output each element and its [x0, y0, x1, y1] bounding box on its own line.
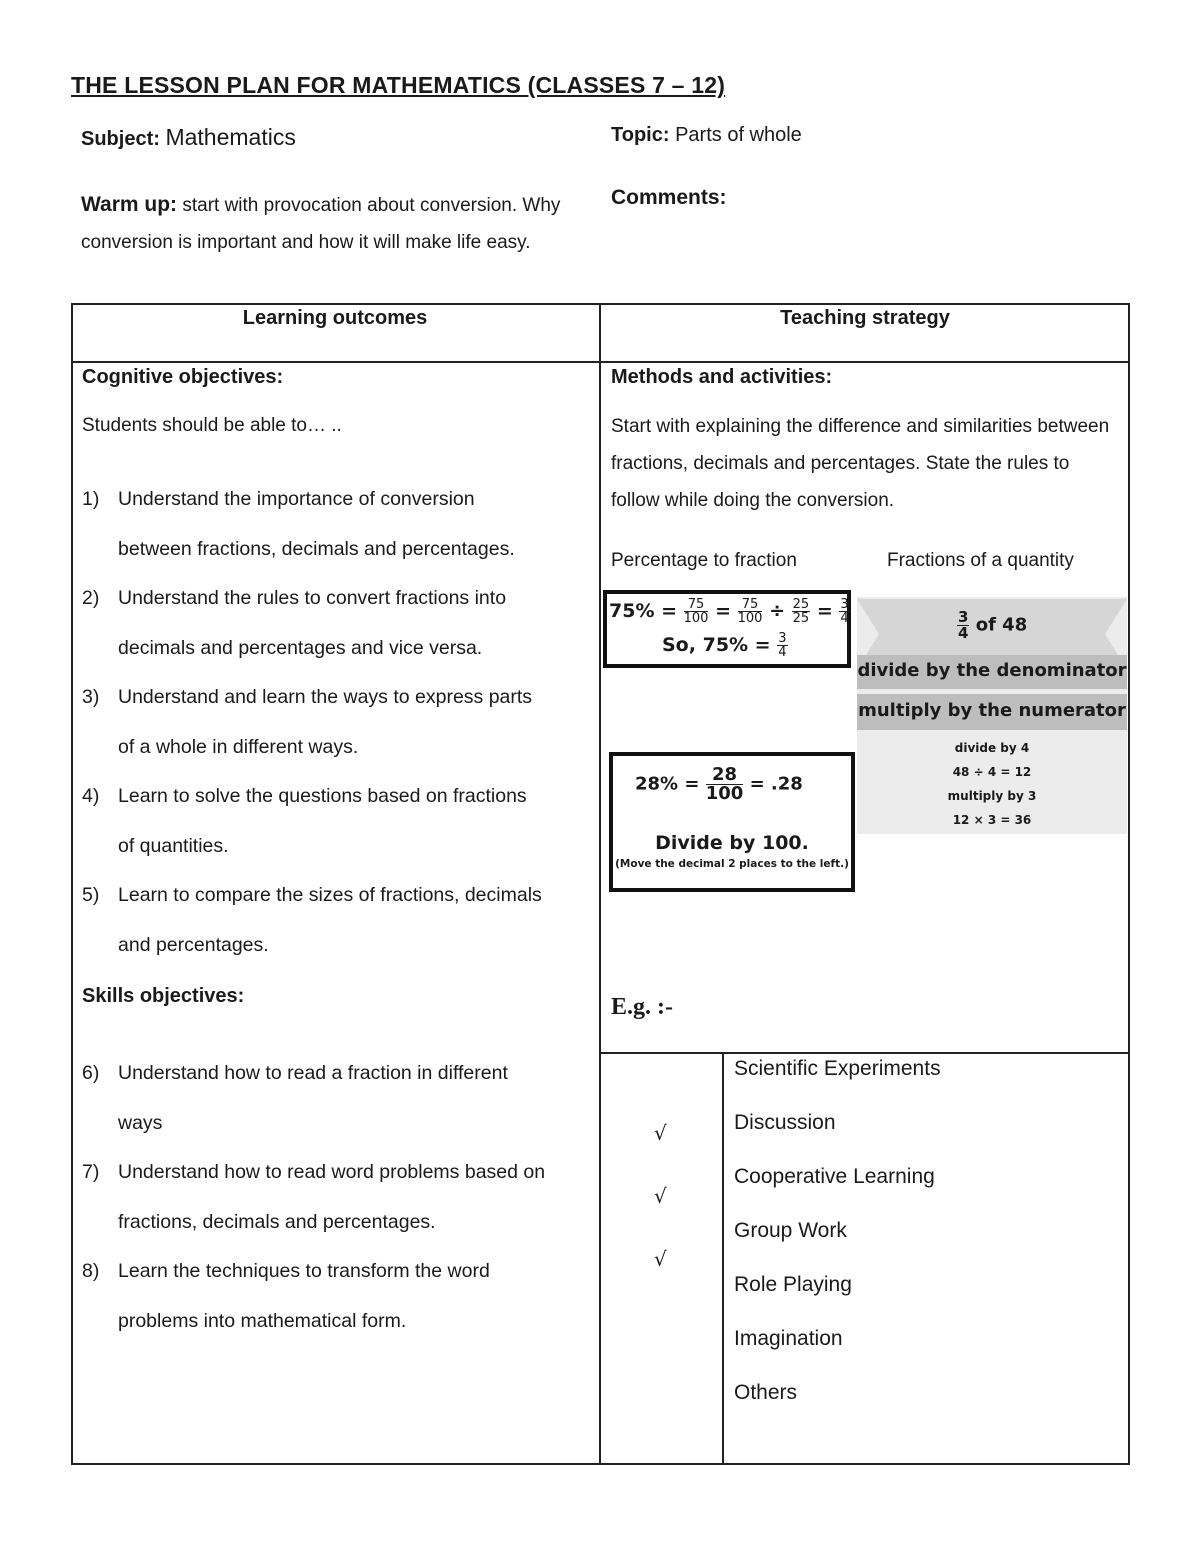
- topic-line: [611, 124, 802, 147]
- check-mark-cooperative-learning: √: [654, 1184, 667, 1208]
- warmup-label: Warm up:: [81, 193, 178, 216]
- method-imagination: Imagination: [734, 1327, 843, 1350]
- cognitive-heading: Cognitive objectives:: [82, 366, 284, 388]
- fraction-of-quantity-example: $\frac{3}{4}$ of 48 divide by the denominator multiply by the numerator divide by 4 48 ÷ 4 = 12 multiply by 3 12 × 3 = 36: [857, 597, 1127, 834]
- methods-box-divider: [722, 1052, 724, 1465]
- subject-line: [81, 124, 296, 151]
- method-discussion: Discussion: [734, 1111, 836, 1134]
- methods-box-top: [599, 1052, 1130, 1054]
- list-item: 2) Understand the rules to convert fractions into decimals and percentages and vice versa.: [82, 587, 507, 659]
- method-role-playing: Role Playing: [734, 1273, 852, 1296]
- comments-label: Comments:: [611, 186, 727, 209]
- percent-to-fraction-example: 75% = $\frac{75}{100}$ = $\frac{75}{100}$ ÷ $\frac{25}{25}$ = $\frac{3}{4}$ So, 75% = $\frac{3}{4}$: [603, 590, 851, 668]
- topic-label: Topic:: [611, 124, 670, 146]
- warmup-text: start with provocation about conversion. Why conversion is important and how it will make life easy.: [81, 195, 561, 253]
- page-title: THE LESSON PLAN FOR MATHEMATICS (CLASSES 7 – 12): [71, 72, 726, 98]
- list-item: 1) Understand the importance of conversion between fractions, decimals and percentages.: [82, 488, 515, 560]
- list-item: 7) Understand how to read word problems based on fractions, decimals and percentages.: [82, 1161, 546, 1233]
- method-scientific-experiments: Scientific Experiments: [734, 1057, 941, 1080]
- subject-label: Subject:: [81, 128, 160, 150]
- method-others: Others: [734, 1381, 798, 1404]
- methods-heading: Methods and activities:: [611, 366, 833, 388]
- skills-list: [82, 1049, 597, 1346]
- warm-up: [81, 186, 596, 261]
- list-item: 5) Learn to compare the sizes of fractions, decimals and percentages.: [82, 884, 542, 956]
- percent-to-decimal-example: 28% = $\frac{28}{100}$ = .28 Divide by 100. (Move the decimal 2 places to the left.): [609, 752, 855, 892]
- label-percentage-to-fraction: Percentage to fraction: [611, 550, 797, 571]
- column-divider: [599, 303, 601, 1465]
- list-item: 6) Understand how to read a fraction in different ways: [82, 1062, 508, 1134]
- topic-value: Parts of whole: [675, 124, 802, 146]
- cognitive-list: [82, 475, 597, 970]
- skills-heading: Skills objectives:: [82, 985, 245, 1007]
- subject-value: Mathematics: [165, 124, 296, 150]
- check-mark-discussion: √: [654, 1121, 667, 1145]
- list-item: 3) Understand and learn the ways to express parts of a whole in different ways.: [82, 686, 533, 758]
- list-item: 8) Learn the techniques to transform the word problems into mathematical form.: [82, 1260, 490, 1332]
- methods-text: Start with explaining the difference and similarities between fractions, decimals and percentages. State the rules to follow while doing the conversion.: [611, 416, 1110, 511]
- label-fractions-of-quantity: Fractions of a quantity: [887, 550, 1074, 571]
- check-mark-group-work: √: [654, 1247, 667, 1271]
- col-header-teaching-strategy: Teaching strategy: [780, 307, 950, 329]
- method-cooperative-learning: Cooperative Learning: [734, 1165, 935, 1188]
- example-label: E.g. :-: [611, 994, 673, 1020]
- col-header-learning-outcomes: Learning outcomes: [242, 307, 428, 329]
- header-row-divider: [71, 361, 1130, 363]
- list-item: 4) Learn to solve the questions based on fractions of quantities.: [82, 785, 527, 857]
- intro-text: Students should be able to… ..: [82, 415, 342, 436]
- method-group-work: Group Work: [734, 1219, 847, 1242]
